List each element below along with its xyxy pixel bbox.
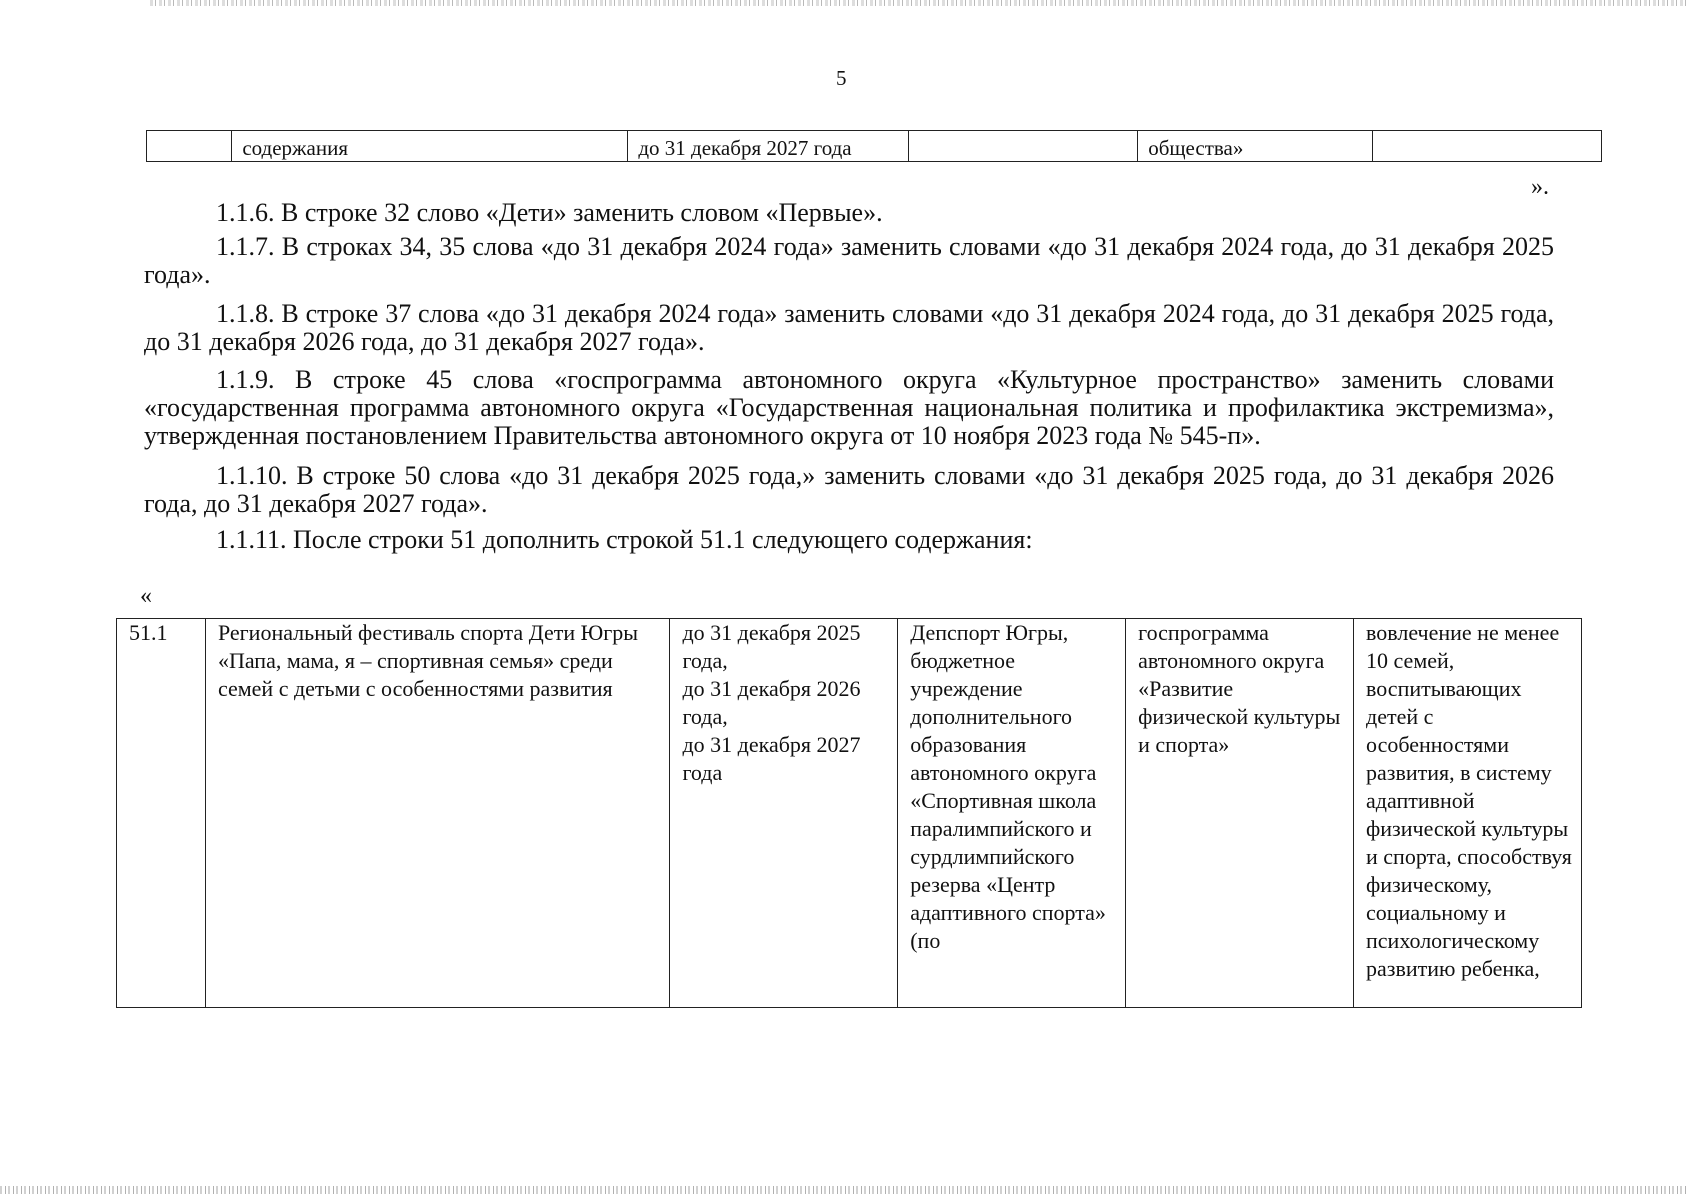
- scan-edge-top: [150, 0, 1686, 6]
- opening-quote: «: [140, 583, 152, 609]
- paragraph-1-1-6: 1.1.6. В строке 32 слово «Дети» заменить словом «Первые».: [216, 198, 883, 227]
- result-cell: вовлечение не менее 10 семей, воспитывающих детей с особенностями развития, в систему адаптивной физической культуры и спорта, способствуя физическому, социальному и психологическому развитию ребенка,: [1354, 619, 1582, 1008]
- row-number-cell: 51.1: [117, 619, 206, 1008]
- table-row: [117, 619, 1582, 1008]
- closing-quote: ».: [1531, 174, 1549, 200]
- paragraph-1-1-7: 1.1.7. В строках 34, 35 слова «до 31 декабря 2024 года» заменить словами «до 31 декабря 2024 года, до 31 декабря 2025 года».: [144, 232, 1554, 289]
- continued-table: [146, 130, 1602, 162]
- paragraph-1-1-9: 1.1.9. В строке 45 слова «госпрограмма автономного округа «Культурное пространство» заменить словами «государственная программа автономного округа «Государственная национальная политика и профилактика экстремизма», утвержденная постановлением Правительства автономного округа от 10 ноября 2023 года № 545-п».: [144, 365, 1554, 450]
- paragraph-1-1-10: 1.1.10. В строке 50 слова «до 31 декабря 2025 года,» заменить словами «до 31 декабря 2025 года, до 31 декабря 2026 года, до 31 декабря 2027 года».: [144, 461, 1554, 518]
- scan-edge-bottom: [0, 1186, 1686, 1194]
- event-cell: Региональный фестиваль спорта Дети Югры «Папа, мама, я – спортивная семья» среди семей с детьми с особенностями развития: [205, 619, 670, 1008]
- table-cell: общества»: [1138, 131, 1372, 162]
- table-cell: [147, 131, 232, 162]
- new-row-table: [116, 618, 1582, 1008]
- table-cell: [908, 131, 1137, 162]
- page-number: 5: [836, 66, 847, 90]
- table-cell: содержания: [232, 131, 628, 162]
- table-cell: [1372, 131, 1601, 162]
- executor-cell: Депспорт Югры, бюджетное учреждение дополнительного образования автономного округа «Спортивная школа паралимпийского и сурдлимпийского резерва «Центр адаптивного спорта» (по: [898, 619, 1126, 1008]
- paragraph-1-1-11: 1.1.11. После строки 51 дополнить строкой 51.1 следующего содержания:: [216, 525, 1033, 554]
- table-cell: до 31 декабря 2027 года: [628, 131, 908, 162]
- paragraph-1-1-8: 1.1.8. В строке 37 слова «до 31 декабря 2024 года» заменить словами «до 31 декабря 2024 года, до 31 декабря 2025 года, до 31 декабря 2026 года, до 31 декабря 2027 года».: [144, 299, 1554, 356]
- program-cell: госпрограмма автономного округа «Развитие физической культуры и спорта»: [1126, 619, 1354, 1008]
- table-row: [147, 131, 1602, 162]
- deadline-cell: до 31 декабря 2025 года, до 31 декабря 2026 года, до 31 декабря 2027 года: [670, 619, 898, 1008]
